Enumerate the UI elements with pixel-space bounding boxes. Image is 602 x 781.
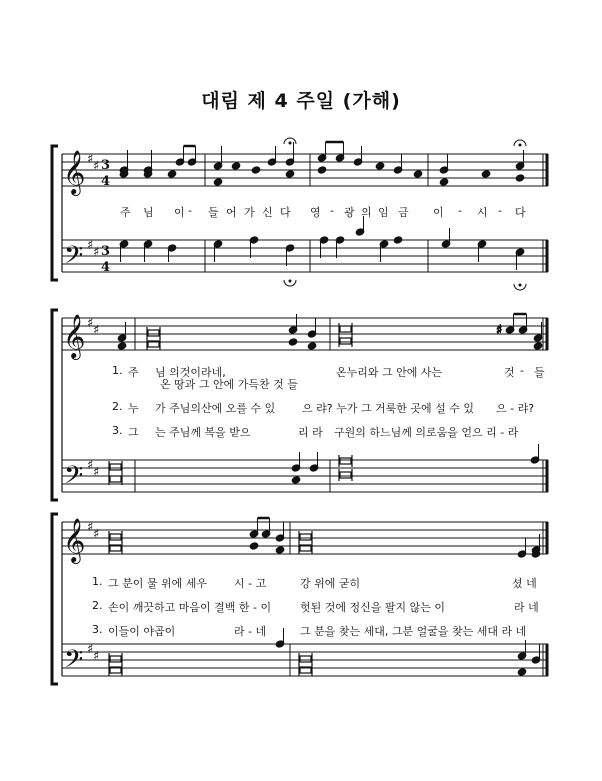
lyric-segment: 그 분을 찾는 세대, 그분 얼굴을 찾는 세대 라 네 — [300, 625, 527, 638]
verse-number: 2. — [112, 400, 123, 413]
lyric-segment: 그 — [128, 426, 139, 439]
lyric-segment: 헛된 것에 정신을 팔지 않는 이 — [300, 601, 445, 614]
verse-number: 3. — [112, 424, 123, 437]
treble-clef-icon: 𝄞 — [63, 518, 86, 562]
lyric-segment: 이들이 야곱이 — [108, 625, 176, 638]
key-signature-sharp: ♯ — [93, 527, 100, 542]
system2-verse3 — [0, 424, 602, 438]
lyric-syllable: 이 — [433, 206, 444, 219]
lyric-syllable: 신 — [262, 206, 273, 219]
system3-verse1 — [0, 575, 602, 589]
lyric-segment: 라 - 네 — [234, 625, 267, 638]
lyric-segment: 강 위에 굳히 — [300, 577, 361, 590]
lyric-segment: 누 — [128, 402, 139, 415]
treble-clef-icon: 𝄞 — [63, 314, 86, 358]
key-signature-sharp: ♯ — [93, 465, 100, 480]
key-signature-sharp: ♯ — [87, 520, 94, 535]
lyric-segment: - — [520, 364, 524, 377]
lyric-segment: 것 — [504, 366, 515, 379]
lyric-syllable: 님 — [143, 206, 154, 219]
key-signature-sharp: ♯ — [93, 159, 100, 174]
lyric-syllable: 다 — [515, 206, 526, 219]
verse-number: 3. — [92, 623, 103, 636]
lyric-segment: 님 의것이라네, — [155, 366, 226, 379]
lyric-syllable: 시 — [477, 206, 488, 219]
lyric-segment: 들 — [534, 366, 545, 379]
lyric-syllable: - — [458, 204, 462, 217]
bass-clef-icon: 𝄢 — [64, 241, 84, 276]
key-signature-sharp: ♯ — [87, 458, 94, 473]
key-signature-sharp: ♯ — [93, 323, 100, 338]
verse-number: 2. — [92, 599, 103, 612]
lyric-syllable: 주 — [120, 206, 131, 219]
time-sig-top: 3 — [101, 158, 111, 173]
treble-clef-icon: 𝄞 — [63, 150, 86, 194]
treble-staff-3 — [62, 522, 548, 554]
key-signature-sharp: ♯ — [87, 152, 94, 167]
lyric-syllable: 임 — [378, 206, 389, 219]
lyric-syllable: 어 — [226, 206, 237, 219]
system3-verse2 — [0, 599, 602, 613]
lyric-segment: 으 랴? 누가 그 거룩한 곳에 설 수 있 — [302, 402, 474, 415]
key-signature-sharp: ♯ — [93, 649, 100, 664]
lyric-syllable: 금 — [398, 206, 409, 219]
lyric-syllable: 가 — [244, 206, 255, 219]
lyric-segment: 온누리와 그 안에 사는 — [336, 366, 443, 379]
treble-staff-1 — [62, 154, 548, 186]
verse-number: 1. — [92, 575, 103, 588]
page-title: 대림 제 4 주일 (가해) — [201, 90, 401, 112]
lyric-syllable: 이 — [174, 206, 185, 219]
lyric-segment: 그 분이 물 위에 세우 — [108, 577, 207, 590]
verse-number: 1. — [112, 364, 123, 377]
key-signature-sharp: ♯ — [87, 642, 94, 657]
lyric-syllable: - — [188, 204, 192, 217]
bass-clef-icon: 𝄢 — [64, 461, 84, 496]
lyric-segment: 손이 깨끗하고 마음이 결백 한 - 이 — [108, 601, 272, 614]
lyric-segment: 온 땅과 그 안에 가득찬 것 들 — [160, 378, 298, 391]
lyric-segment: 시 - 고 — [234, 577, 267, 590]
time-sig-bottom: 4 — [101, 260, 111, 275]
lyric-segment: 는 주님께 복을 받으 — [155, 426, 251, 439]
key-signature-sharp: ♯ — [87, 316, 94, 331]
time-sig-top: 3 — [101, 244, 111, 259]
lyric-syllable: 광 — [344, 206, 355, 219]
bass-staff-3 — [62, 644, 548, 676]
lyric-segment: 으 - 랴? — [496, 402, 535, 415]
lyric-syllable: 의 — [361, 206, 372, 219]
bass-clef-icon: 𝄢 — [64, 645, 84, 680]
lyric-segment: 셨 네 — [512, 577, 537, 590]
lyric-segment: 구원의 하느님께 의로움을 얻으 리 - 라 — [334, 426, 519, 439]
system3-verse3 — [0, 623, 602, 637]
lyric-segment: 주 — [128, 366, 139, 379]
sharp-accidental: ♯ — [496, 323, 503, 338]
lyric-syllable: 다 — [280, 206, 291, 219]
notes-bass-1 — [119, 216, 526, 290]
bass-staff-1 — [62, 240, 548, 272]
lyric-syllable: - — [330, 204, 334, 217]
lyric-syllable: 들 — [208, 206, 219, 219]
key-signature-sharp: ♯ — [87, 238, 94, 253]
time-sig-bottom: 4 — [101, 174, 111, 189]
lyric-segment: 라 네 — [514, 601, 539, 614]
system1-lyrics — [0, 204, 602, 218]
system2-verse1-line2 — [0, 376, 602, 390]
lyric-segment: 리 라 — [298, 426, 323, 439]
lyric-syllable: - — [498, 204, 502, 217]
lyric-segment: 가 주님의산에 오를 수 있 — [155, 402, 276, 415]
lyric-syllable: 영 — [310, 206, 321, 219]
key-signature-sharp: ♯ — [93, 245, 100, 260]
system2-verse2 — [0, 400, 602, 414]
